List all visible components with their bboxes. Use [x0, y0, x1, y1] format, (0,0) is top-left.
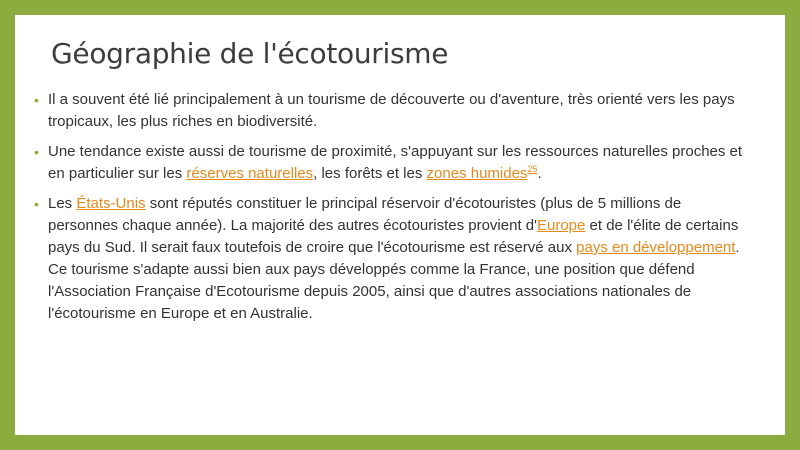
bullet-list: [33, 89, 749, 333]
link-zones-humides[interactable]: zones humides: [426, 165, 528, 182]
bullet-text: Une tendance existe aussi de tourisme de proximité, s'appuyant sur les ressources naturelles proches et en particulier sur les: [48, 143, 743, 182]
bullet-dot-icon: •: [34, 144, 39, 160]
bullet-text: Les: [48, 195, 77, 212]
link-reserves-naturelles[interactable]: réserves naturelles: [186, 165, 314, 182]
bullet-text: et de l'élite de certains pays du Sud. Il serait faux toutefois de croire que l'écotourisme est réservé aux: [48, 217, 739, 256]
bullet-item-3: [33, 193, 749, 325]
link-europe[interactable]: Europe: [537, 217, 586, 234]
footnote-ref[interactable]: 25: [527, 164, 538, 174]
link-etats-unis[interactable]: États-Unis: [76, 195, 146, 212]
link-pays-en-developpement[interactable]: pays en développement: [576, 239, 736, 256]
bullet-text: .: [537, 165, 542, 182]
bullet-text: . Ce tourisme s'adapte aussi bien aux pays développés comme la France, une position que défend l'Association Française d'Ecotourisme depuis 2005, ainsi que d'autres associations nationales de l'écotourisme en Europe et en Australie.: [48, 239, 740, 322]
bullet-item-1: [33, 89, 749, 133]
bullet-item-2: [33, 141, 749, 185]
bullet-text: Il a souvent été lié principalement à un tourisme de découverte ou d'aventure, très orienté vers les pays tropicaux, les plus riches en biodiversité.: [48, 91, 735, 130]
bullet-dot-icon: •: [34, 92, 39, 108]
slide-canvas: [15, 15, 785, 435]
bullet-text: , les forêts et les: [313, 165, 427, 182]
slide-title: Géographie de l'écotourisme: [51, 37, 449, 70]
bullet-text: sont réputés constituer le principal réservoir d'écotouristes (plus de 5 millions de personnes chaque année). La majorité des autres écotouristes provient d': [48, 195, 682, 234]
bullet-dot-icon: •: [34, 196, 39, 212]
